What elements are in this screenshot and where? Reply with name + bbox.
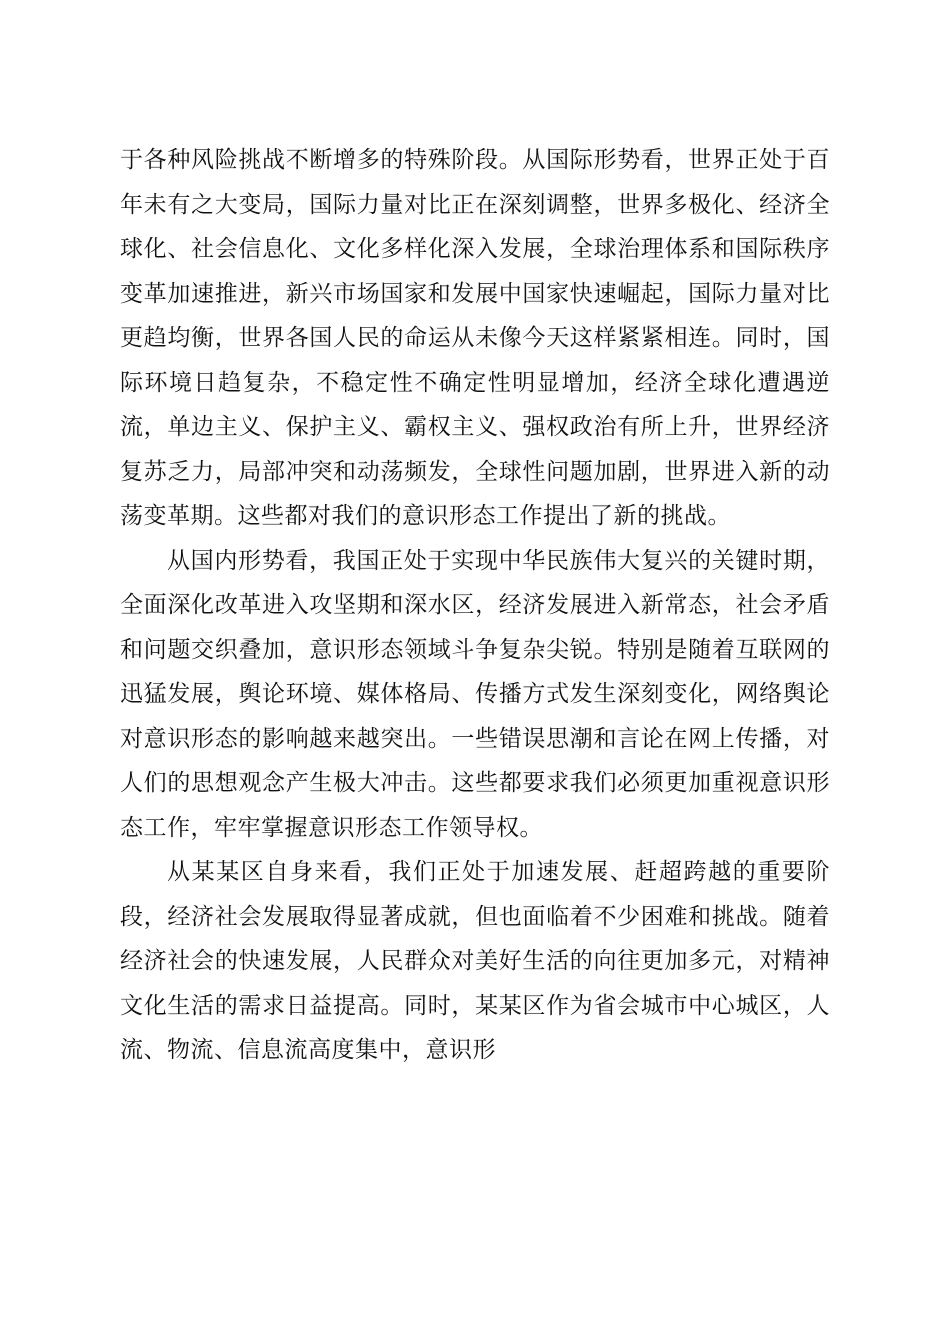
paragraph-domestic: 从国内形势看，我国正处于实现中华民族伟大复兴的关键时期，全面深化改革进入攻坚期和深水区，经济发展进入新常态，社会矛盾和问题交织叠加，意识形态领域斗争复杂尖锐。特别是随着互联网的迅猛发展，舆论环境、媒体格局、传播方式发生深刻变化，网络舆论对意识形态的影响越来越突出。一些错误思潮和言论在网上传播，对人们的思想观念产生极大冲击。这些都要求我们必须更加重视意识形态工作，牢牢掌握意识形态工作领导权。: [120, 547, 830, 841]
paragraph-district: 从某某区自身来看，我们正处于加速发展、赶超跨越的重要阶段，经济社会发展取得显著成就，但也面临着不少困难和挑战。随着经济社会的快速发展，人民群众对美好生活的向往更加多元，对精神文化生活的需求日益提高。同时，某某区作为省会城市中心城区，人流、物流、信息流高度集中，意识形: [120, 859, 830, 1063]
paragraph-international: 于各种风险挑战不断增多的特殊阶段。从国际形势看，世界正处于百年未有之大变局，国际力量对比正在深刻调整，世界多极化、经济全球化、社会信息化、文化多样化深入发展，全球治理体系和国际秩序变革加速推进，新兴市场国家和发展中国家快速崛起，国际力量对比更趋均衡，世界各国人民的命运从未像今天这样紧紧相连。同时，国际环境日趋复杂，不稳定性不确定性明显增加，经济全球化遭遇逆流，单边主义、保护主义、霸权主义、强权政治有所上升，世界经济复苏乏力，局部冲突和动荡频发，全球性问题加剧，世界进入新的动荡变革期。这些都对我们的意识形态工作提出了新的挑战。: [120, 147, 830, 529]
document-body: [120, 138, 830, 1073]
